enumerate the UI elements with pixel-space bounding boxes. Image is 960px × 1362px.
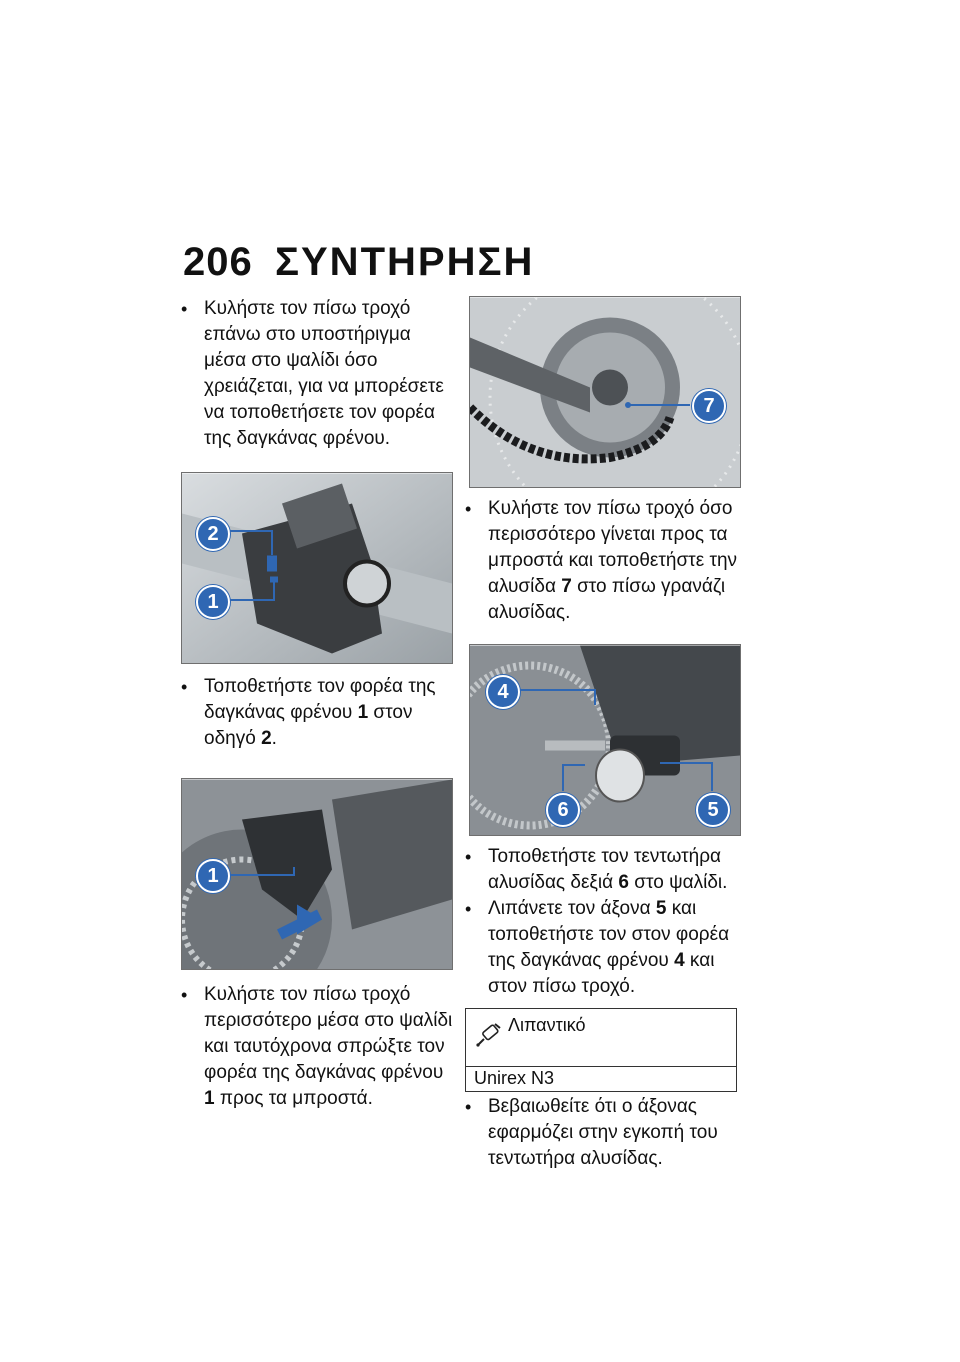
reference-number: 4: [674, 950, 685, 971]
callout-leader-lines: [182, 473, 452, 663]
step-text: .: [271, 728, 277, 749]
reference-number: 1: [204, 1088, 215, 1109]
lubricant-title: Λιπαντικό: [508, 1015, 586, 1035]
step-text: Κυλήστε τον πίσω τροχό περισσότερο μέσα στο ψαλίδι και ταυτόχρονα σπρώξτε τον φορέα της δαγκάνας φρένου: [204, 984, 453, 1083]
lubricant-divider: [466, 1066, 736, 1067]
reference-number: 5: [655, 898, 667, 919]
callout-1: 1: [196, 585, 230, 619]
figure-chain-sprocket: [469, 296, 741, 488]
step-text: Κυλήστε τον πίσω τροχό επάνω στο υποστήριγμα μέσα στο ψαλίδι όσο χρειάζεται, για να μπορέσετε να τοποθετήσετε τον φορέα της δαγκάνας φρένου.: [204, 298, 444, 449]
step-text: στο ψαλίδι.: [628, 872, 728, 893]
step-text: προς τα μπροστά.: [214, 1088, 373, 1109]
right-column: [465, 296, 740, 1172]
figure-brake-carrier-guide: [181, 472, 453, 664]
figure-push-carrier-forward: [181, 778, 453, 970]
step-text: Λιπάνετε τον άξονα: [488, 898, 656, 919]
instruction-step: [465, 496, 740, 626]
step-text: Βεβαιωθείτε ότι ο άξονας εφαρμόζει στην εγκοπή του τεντωτήρα αλυσίδας.: [488, 1096, 718, 1169]
left-column: [181, 296, 456, 1112]
lubricant-box: [465, 1008, 737, 1092]
reference-number: 7: [561, 576, 572, 597]
callout-leader-lines: [470, 645, 740, 835]
step-text: και στον πίσω τροχό.: [488, 950, 715, 997]
instruction-step: [465, 1094, 740, 1172]
instruction-step: [465, 896, 740, 1000]
step-text: Κυλήστε τον πίσω τροχό όσο περισσότερο γίνεται προς τα μπροστά και τοποθετήστε την αλυσίδα: [488, 498, 738, 597]
callout-4: 4: [486, 675, 520, 709]
step-text: και τοποθετήστε τον στον φορέα της δαγκάνας φρένου: [488, 898, 730, 971]
reference-number: 2: [261, 728, 272, 749]
step-text: στον οδηγό: [204, 702, 413, 749]
callout-5: 5: [696, 793, 730, 827]
step-text: Τοποθετήστε τον φορέα της δαγκάνας φρένου: [204, 676, 436, 723]
callout-2: 2: [196, 517, 230, 551]
callout-1: 1: [196, 859, 230, 893]
callout-7: 7: [692, 389, 726, 423]
page-number: 206: [183, 240, 253, 284]
instruction-step: [181, 296, 456, 452]
instruction-step: [465, 844, 740, 896]
instruction-step: [181, 982, 456, 1112]
grease-gun-icon: [474, 1019, 504, 1049]
instruction-step: [181, 674, 456, 752]
chapter-title: ΣΥΝΤΗΡΗΣΗ: [275, 240, 535, 284]
page-header: [183, 240, 783, 284]
callout-6: 6: [546, 793, 580, 827]
lubricant-product: Unirex N3: [474, 1068, 555, 1088]
reference-number: 1: [357, 702, 369, 723]
figure-axle-tensioner: [469, 644, 741, 836]
step-text: Τοποθετήστε τον τεντωτήρα αλυσίδας δεξιά: [488, 846, 722, 893]
callout-leader-lines: [182, 779, 452, 969]
step-text: στο πίσω γρανάζι αλυσίδας.: [488, 576, 726, 623]
reference-number: 6: [618, 872, 629, 893]
callout-leader-lines: [470, 297, 740, 487]
